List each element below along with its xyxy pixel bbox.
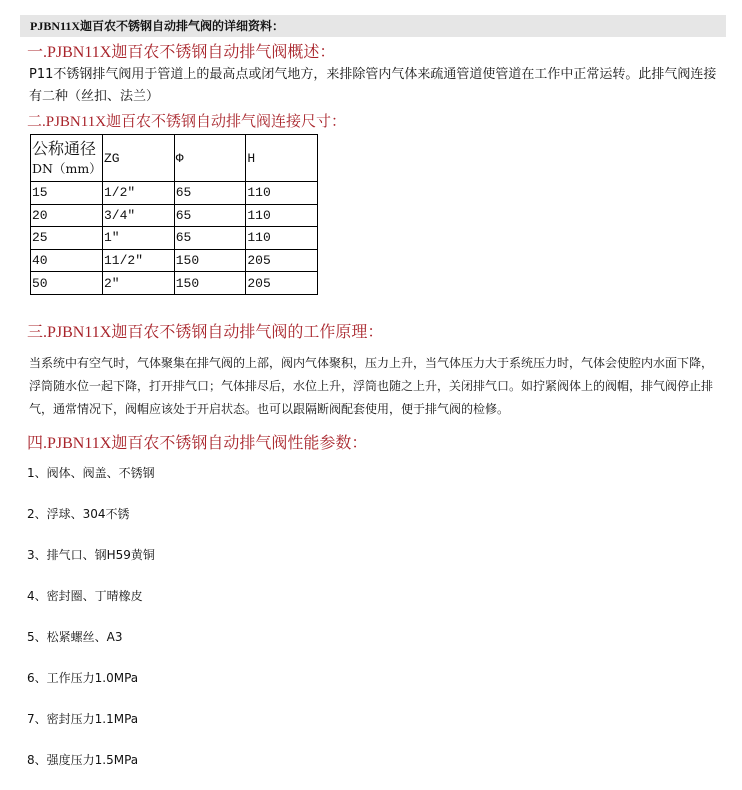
- table-row: [31, 272, 318, 295]
- list-item: 3、排气口、钢H59黄铜: [27, 548, 155, 562]
- cell-phi: 65: [174, 227, 246, 250]
- header-cell-dn: [31, 135, 103, 182]
- cell-h: 110: [246, 182, 318, 205]
- section-2-heading: 二.PJBN11X迦百农不锈钢自动排气阀连接尺寸：: [27, 114, 347, 130]
- header-cell-zg: ZG: [102, 135, 174, 182]
- connection-size-table: [30, 134, 318, 295]
- cell-h: 110: [246, 227, 318, 250]
- cell-phi: 150: [174, 249, 246, 272]
- list-item: 5、松紧螺丝、A3: [27, 630, 123, 644]
- section-3-heading: 三.PJBN11X迦百农不锈钢自动排气阀的工作原理：: [27, 324, 384, 341]
- cell-h: 205: [246, 249, 318, 272]
- cell-dn: 15: [31, 182, 103, 205]
- cell-zg: 1/2″: [102, 182, 174, 205]
- header-cell-phi: Φ: [174, 135, 246, 182]
- table-header-row: [31, 135, 318, 182]
- section-1-heading: 一.PJBN11X迦百农不锈钢自动排气阀概述：: [27, 44, 336, 61]
- section-1-body: P11不锈钢排气阀用于管道上的最高点或闭气地方，来排除管内气体来疏通管道使管道在工作中正常运转。此排气阀连接有二种（丝扣、法兰）: [29, 67, 717, 104]
- table-row: [31, 249, 318, 272]
- cell-zg: 11/2″: [102, 249, 174, 272]
- cell-zg: 2″: [102, 272, 174, 295]
- list-item: 1、阀体、阀盖、不锈钢: [27, 466, 155, 480]
- cell-dn: 50: [31, 272, 103, 295]
- cell-phi: 65: [174, 204, 246, 227]
- list-item: 7、密封压力1.1MPa: [27, 712, 139, 726]
- list-item: 2、浮球、304不锈: [27, 507, 130, 521]
- page-title-bar: PJBN11X迦百农不锈钢自动排气阀的详细资料：: [20, 15, 726, 37]
- table-row: [31, 204, 318, 227]
- cell-zg: 1″: [102, 227, 174, 250]
- cell-zg: 3/4″: [102, 204, 174, 227]
- header-cell-h: H: [246, 135, 318, 182]
- cell-h: 110: [246, 204, 318, 227]
- cell-h: 205: [246, 272, 318, 295]
- cell-phi: 65: [174, 182, 246, 205]
- performance-parameter-list: [27, 462, 155, 790]
- list-item: 4、密封圈、丁晴橡皮: [27, 589, 143, 603]
- list-item: 6、工作压力1.0MPa: [27, 671, 139, 685]
- table-row: [31, 227, 318, 250]
- cell-dn: 20: [31, 204, 103, 227]
- section-3-body: 当系统中有空气时，气体聚集在排气阀的上部，阀内气体聚积，压力上升，当气体压力大于系统压力时，气体会使腔内水面下降，浮筒随水位一起下降，打开排气口；气体排尽后，水位上升，浮筒也随之上升，关闭排气口。如拧紧阀体上的阀帽，排气阀停止排气，通常情况下，阀帽应该处于开启状态。也可以跟隔断阀配套使用，便于排气阀的检修。: [29, 356, 714, 416]
- section-4-heading: 四.PJBN11X迦百农不锈钢自动排气阀性能参数：: [27, 435, 368, 452]
- cell-phi: 150: [174, 272, 246, 295]
- header-dn-line2: DN（mm）: [32, 160, 102, 176]
- list-item: 8、强度压力1.5MPa: [27, 753, 139, 767]
- cell-dn: 25: [31, 227, 103, 250]
- cell-dn: 40: [31, 249, 103, 272]
- header-dn-line1: 公称通径: [32, 138, 97, 158]
- table-row: [31, 182, 318, 205]
